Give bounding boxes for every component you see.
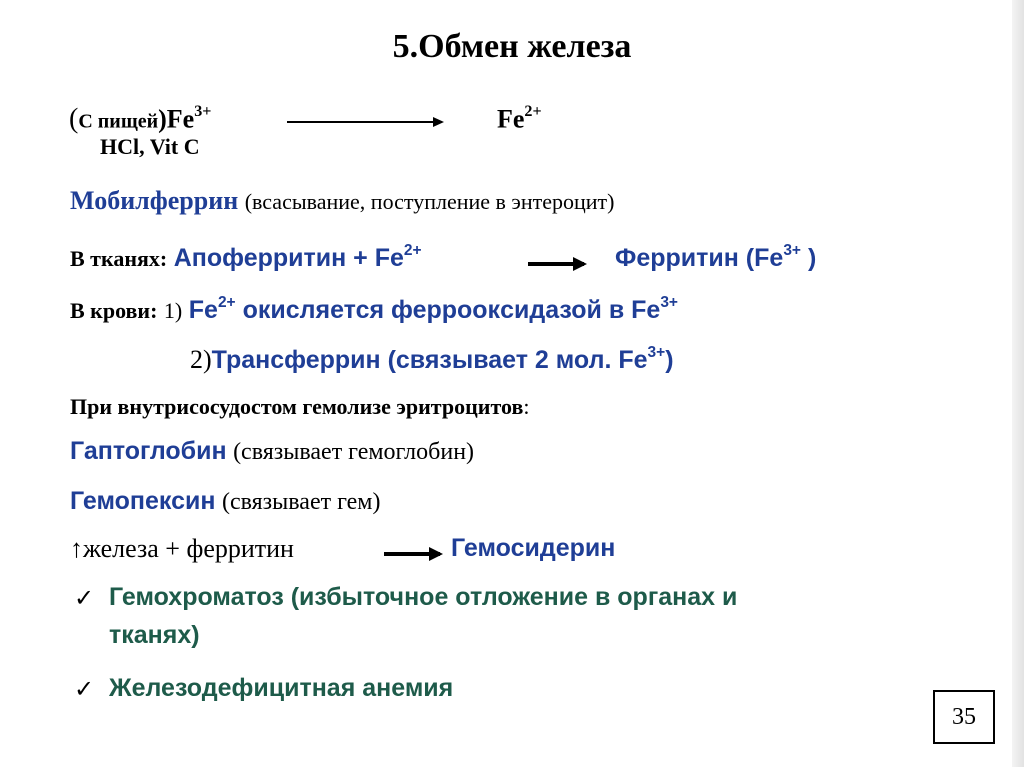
fe-left-charge: 3+ — [194, 103, 212, 120]
transferrin-charge: 3+ — [647, 344, 666, 361]
slide-right-border — [1012, 0, 1024, 767]
dietary-iron-equation — [69, 103, 211, 135]
blood-fe: Fe — [188, 295, 218, 324]
fe-right-group — [497, 103, 542, 134]
blood-line — [70, 294, 678, 325]
reaction-arrow-icon — [287, 121, 442, 123]
oxidation-text: окисляется ферроокcидазой в Fe — [242, 295, 661, 324]
fe-left: Fe — [166, 104, 195, 134]
iron-excess-left: ↑железа + ферритин — [70, 534, 294, 563]
check-icon: ✓ — [74, 675, 95, 703]
close-paren: ) — [158, 104, 167, 134]
fe-right-charge: 2+ — [524, 103, 542, 120]
tissue-label: В тканях: — [70, 245, 168, 271]
transferrin-close: ) — [665, 345, 674, 374]
reaction-conditions: HCl, Vit C — [100, 134, 200, 159]
transferrin-num: 2) — [190, 344, 212, 374]
hemolysis-line — [70, 394, 529, 420]
tissue-line — [70, 242, 422, 273]
hemopexin-note: (связывает гем) — [221, 489, 381, 515]
hemosiderin-term: Гемосидерин — [451, 534, 616, 562]
open-paren: ( — [69, 103, 79, 135]
ferritin-text: Ферритин (Fe — [615, 243, 784, 272]
blood-fe-charge: 2+ — [217, 294, 236, 311]
blood-num: 1) — [163, 297, 183, 323]
oxidation-charge: 3+ — [660, 294, 678, 311]
haptoglobin-line — [70, 436, 474, 466]
hemolysis-colon: : — [523, 394, 530, 419]
hemopexin-line — [70, 486, 380, 516]
haptoglobin-term: Гаптоглобин — [70, 437, 227, 465]
anemia-line: Железодефицитная анемия — [109, 674, 454, 702]
ferritin-group — [615, 242, 816, 273]
fe-right: Fe — [497, 104, 525, 134]
food-label: С пищей — [78, 110, 159, 133]
apoferritin-charge: 2+ — [403, 242, 422, 259]
ferritin-charge: 3+ — [783, 242, 801, 259]
hemochromatosis-line-b: тканях) — [109, 621, 200, 649]
mobilferrin-term: Мобилферрин — [70, 186, 239, 215]
page-number: 35 — [933, 690, 995, 744]
ferritin-arrow-icon — [528, 262, 584, 266]
check-icon: ✓ — [74, 584, 95, 612]
hemosiderin-text — [451, 534, 615, 563]
hemochromatosis-line-a: Гемохроматоз (избыточное отложение в органах и — [109, 583, 738, 611]
transferrin-line — [190, 344, 674, 375]
mobilferrin-note: (всасывание, поступление в энтероцит) — [244, 189, 615, 214]
hemolysis-text: При внутрисосудостом гемолизе эритроцитов — [70, 394, 524, 419]
haptoglobin-note: (связывает гемоглобин) — [233, 439, 475, 465]
blood-label: В крови: — [70, 297, 158, 323]
ferritin-close: ) — [801, 243, 817, 272]
hemosiderin-arrow-icon — [384, 552, 440, 556]
hemopexin-term: Гемопексин — [70, 487, 216, 515]
transferrin-text: Трансферрин (связывает 2 мол. Fe — [211, 345, 648, 374]
mobilferrin-line — [70, 186, 615, 216]
apoferritin-text: Апоферритин + Fe — [173, 243, 404, 272]
slide-title: 5.Обмен железа — [392, 28, 632, 65]
